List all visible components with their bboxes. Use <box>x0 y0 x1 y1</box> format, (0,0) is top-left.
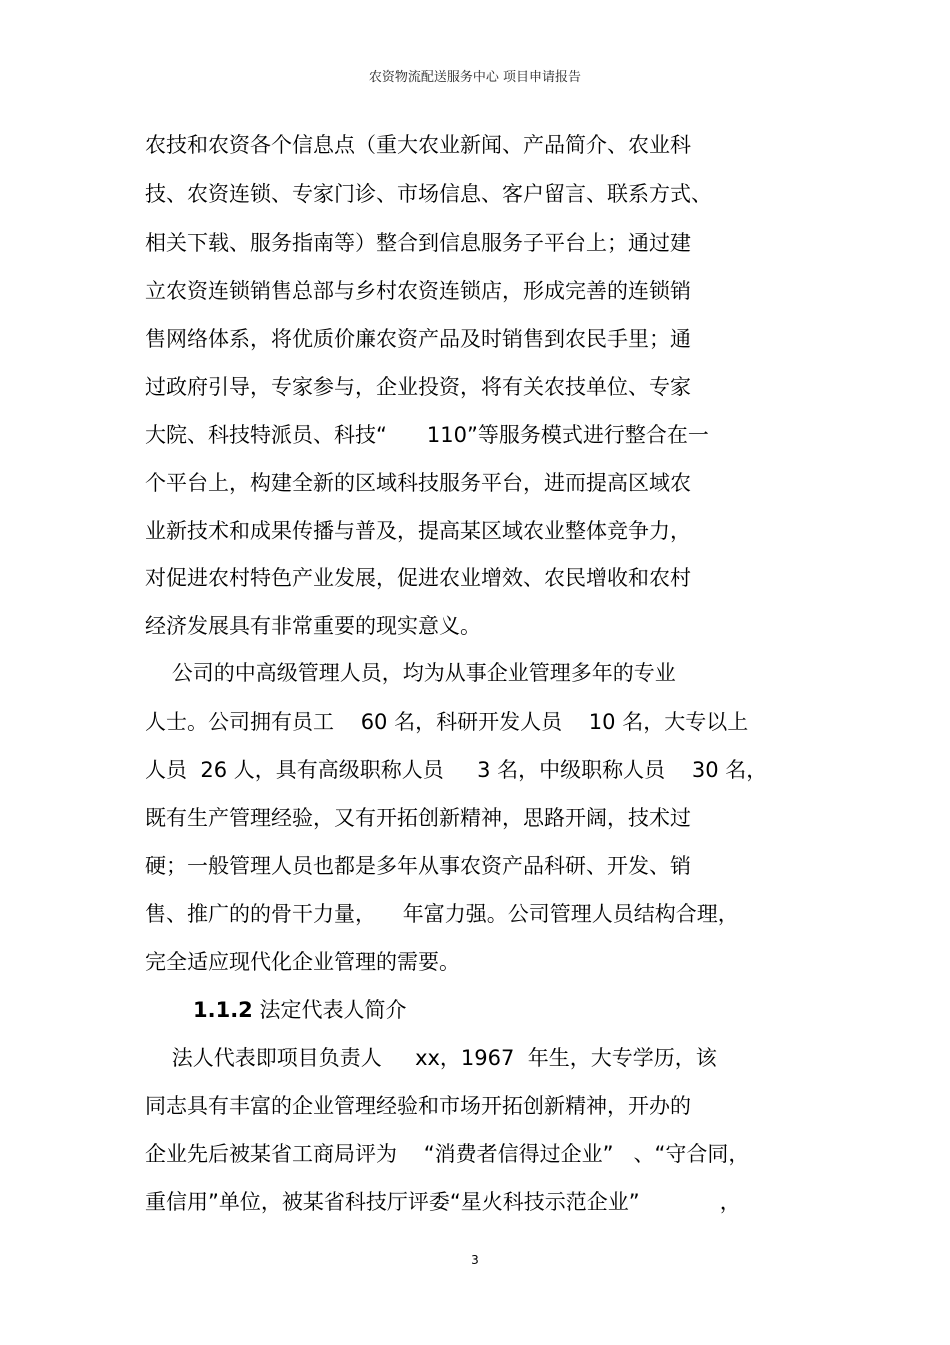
section-heading <box>193 1000 406 1021</box>
paragraph-1-line-8: 个平台上，构建全新的区域科技服务平台，进而提高区域农 <box>145 471 691 495</box>
paragraph-1-line-11: 经济发展具有非常重要的现实意义。 <box>145 614 481 638</box>
paragraph-2-line-2: 人士。公司拥有员工 60 名，科研开发人员 10 名，大专以上 <box>145 710 749 734</box>
paragraph-3-line-3: 企业先后被某省工商局评为 “消费者信得过企业” 、“守合同， <box>145 1142 750 1166</box>
page-number: 3 <box>471 1253 479 1267</box>
paragraph-2-line-3: 人员 26 人，具有高级职称人员 3 名，中级职称人员 30 名， <box>145 758 768 782</box>
paragraph-2-line-6: 售、推广的的骨干力量， 年富力强。公司管理人员结构合理， <box>145 902 739 926</box>
paragraph-1-line-1: 农技和农资各个信息点（重大农业新闻、产品简介、农业科 <box>145 133 691 157</box>
paragraph-2-line-5: 硬；一般管理人员也都是多年从事农资产品科研、开发、销 <box>145 854 691 878</box>
paragraph-1-line-5: 售网络体系，将优质价廉农资产品及时销售到农民手里；通 <box>145 327 691 351</box>
paragraph-2-line-7: 完全适应现代化企业管理的需要。 <box>145 950 460 974</box>
section-number: 1.1.2 <box>193 998 253 1022</box>
paragraph-1-line-4: 立农资连锁销售总部与乡村农资连锁店，形成完善的连锁销 <box>145 279 691 303</box>
paragraph-2-line-1: 公司的中高级管理人员，均为从事企业管理多年的专业 <box>145 661 676 685</box>
paragraph-1-line-9: 业新技术和成果传播与普及，提高某区域农业整体竞争力， <box>145 519 691 543</box>
running-header: 农资物流配送服务中心 项目申请报告 <box>368 70 582 85</box>
paragraph-1-line-7: 大院、科技特派员、科技“ 110”等服务模式进行整合在一 <box>145 423 709 447</box>
paragraph-3-line-1: 法人代表即项目负责人 xx，1967 年生，大专学历，该 <box>145 1046 717 1070</box>
section-title: 法定代表人简介 <box>252 998 407 1022</box>
paragraph-1-line-10: 对促进农村特色产业发展，促进农业增效、农民增收和农村 <box>145 566 691 590</box>
paragraph-1-line-3: 相关下载、服务指南等）整合到信息服务子平台上；通过建 <box>145 231 691 255</box>
paragraph-3-line-4: 重信用”单位，被某省科技厅评委“星火科技示范企业” ， <box>145 1190 741 1214</box>
paragraph-3-line-2: 同志具有丰富的企业管理经验和市场开拓创新精神，开办的 <box>145 1094 691 1118</box>
paragraph-1-line-6: 过政府引导，专家参与，企业投资，将有关农技单位、专家 <box>145 375 691 399</box>
paragraph-1-line-2: 技、农资连锁、专家门诊、市场信息、客户留言、联系方式、 <box>145 182 712 206</box>
paragraph-2-line-4: 既有生产管理经验，又有开拓创新精神，思路开阔，技术过 <box>145 806 691 830</box>
